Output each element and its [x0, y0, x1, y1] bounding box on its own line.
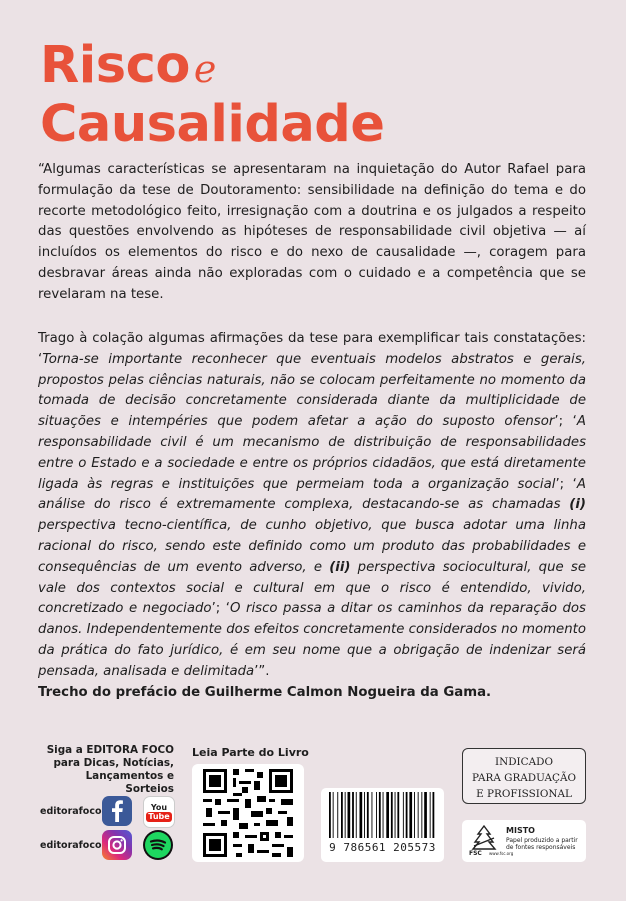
barcode-bar: [403, 792, 404, 838]
barcode-bar: [379, 792, 381, 838]
qr-code[interactable]: [192, 764, 304, 862]
book-title: [40, 38, 384, 152]
barcode-bar: [383, 792, 384, 838]
quote-4: O risco passa a ditar os caminhos da reparação dos danos. Independentemente dos efeitos concretamente considerados no momento da prática do fato jurídico, é em seu nome que a obrigação de indenizar será pensada, analisada e delimitada: [38, 601, 586, 679]
follow-text: Siga a EDITORA FOCO para Dicas, Notícias, Lançamentos e Sorteios: [46, 744, 174, 795]
paragraph-1: “Algumas características se apresentaram na inquietação do Autor Rafael para formulação da tese de Doutoramento: sensibilidade na definição do tema e do recorte metodológico feito, irresignação com a doutrina e os julgados a respeito das questões envolvendo as hipóteses de responsabilidade civil objetiva — aí incluídos os elementos do risco e do nexo de causalidade —, coragem para desbravar áreas ainda não exploradas com o cuidado e a competência que se revelaram na tese.: [38, 162, 586, 302]
marker-ii: (ii): [329, 559, 351, 575]
title-line-1: Risco: [40, 36, 190, 95]
barcode-bar: [421, 792, 422, 838]
barcode-bar: [360, 792, 363, 838]
audience-line-3: E PROFISSIONAL: [476, 788, 572, 800]
quote-1: Torna-se importante reconhecer que eventuais modelos abstratos e gerais, propostos pelas ciências naturais, não se colocam perfeitamente no momento da tomada de decisão concretamente considerada diante da multiplicidade de situações e intempéries que podem afetar a ação do suposto ofensor: [38, 351, 586, 430]
audience-badge: [462, 748, 586, 804]
barcode-bar: [345, 792, 346, 838]
title-line-2: Causalidade: [40, 95, 385, 154]
quote-2: A responsabilidade civil é um mecanismo de distribuição de responsabilidades entre o Estado e a sociedade e entre os próprios cidadãos, que está diretamente ligada às regras e instituições que permeiam toda a organização social: [38, 414, 587, 492]
paragraph-2: Trago à colação algumas afirmações da tese para exemplificar tais constatações: ‘Torna-se importante reconhecer que eventuais modelos abstratos e gerais, propostos pelas ciências naturais, não se colocam perfeitamente no momento da tomada de decisão concretamente considerada diante da multiplicidade de situações e intempéries que podem afetar a ação do suposto ofensor’; ‘A responsabilidade civil é um mecanismo de distribuição de responsabilidades entre o Estado e a sociedade e entre os próprios cidadãos, que está diretamente ligada às regras e instituições que permeiam toda a organização social’; ‘A análise do risco é extremamente complexa, destacando-se as chamadas (i) perspectiva tecno-científica, de cunho objetivo, que busca adotar uma linha racional do risco, sendo este definido como um produto das probabilidades e consequências de um evento adverso, e (ii) perspectiva sociocultural, que se vale dos contextos social e cultural em que o risco é entendido, vivido, concretizado e negociado’; ‘O risco passa a ditar os caminhos da reparação dos danos. Independentemente dos efeitos concretamente considerados no momento da prática do fato jurídico, é em seu nome que a obrigação de indenizar será pensada, analisada e delimitada’”.: [38, 331, 587, 679]
facebook-icon[interactable]: [102, 796, 132, 826]
read-excerpt-label: Leia Parte do Livro: [192, 746, 309, 759]
handle-instagram-spotify: editorafoco: [40, 840, 102, 851]
barcode-bar: [348, 792, 351, 838]
barcode-bar: [376, 792, 377, 838]
barcode-bar: [409, 792, 412, 838]
instagram-icon[interactable]: [102, 830, 132, 860]
fsc-misto: MISTO: [506, 826, 535, 835]
audience-line-2: PARA GRADUAÇÃO: [471, 772, 577, 784]
fsc-site: www.fsc.org: [489, 851, 514, 856]
barcode-bar: [372, 792, 373, 838]
barcode-bar: [397, 792, 399, 838]
barcode-bar: [418, 792, 419, 838]
quote-3a: A análise do risco é extremamente complexa, destacando-se as chamadas: [38, 476, 586, 513]
barcode-bar: [329, 792, 331, 838]
barcode-bar: [391, 792, 393, 838]
barcode-bar: [395, 792, 396, 838]
fsc-certification: [462, 820, 586, 862]
barcode-bar: [386, 792, 389, 838]
barcode-bar: [341, 792, 343, 838]
barcode-bar: [424, 792, 427, 838]
preface-credit: Trecho do prefácio de Guilherme Calmon Nogueira da Gama.: [38, 685, 492, 700]
barcode-bar: [333, 792, 334, 838]
marker-i: (i): [569, 497, 586, 513]
audience-line-1: INDICADO: [495, 756, 553, 768]
quote-3b: perspectiva tecno-científica, de cunho objetivo, que busca adotar uma linha racional do risco, sendo este definido como um produto das probabilidades e consequências de um evento adverso, e: [38, 518, 586, 575]
barcode-bar: [430, 792, 431, 838]
barcode-bar: [352, 792, 354, 838]
isbn-number: 9 786561 205573: [329, 841, 436, 854]
barcode-bar: [364, 792, 365, 838]
youtube-icon[interactable]: You Tube: [143, 796, 175, 828]
handle-facebook-youtube: editorafoco: [40, 806, 102, 817]
barcode-bar: [367, 792, 369, 838]
quote-3c: perspectiva sociocultural, que se vale dos contextos social e cultural em que o risco é entendido, vivido, concretizado e negociado: [38, 559, 587, 617]
barcode-bar: [406, 792, 408, 838]
barcode-bar: [356, 792, 357, 838]
fsc-label: FSC: [469, 850, 482, 857]
fsc-text: Papel produzido a partir de fontes responsáveis: [506, 837, 578, 851]
title-connector: e: [193, 47, 217, 91]
barcode-bar: [337, 792, 338, 838]
barcode-bar: [433, 792, 435, 838]
spotify-icon[interactable]: [143, 830, 173, 860]
barcode-bar: [414, 792, 415, 838]
